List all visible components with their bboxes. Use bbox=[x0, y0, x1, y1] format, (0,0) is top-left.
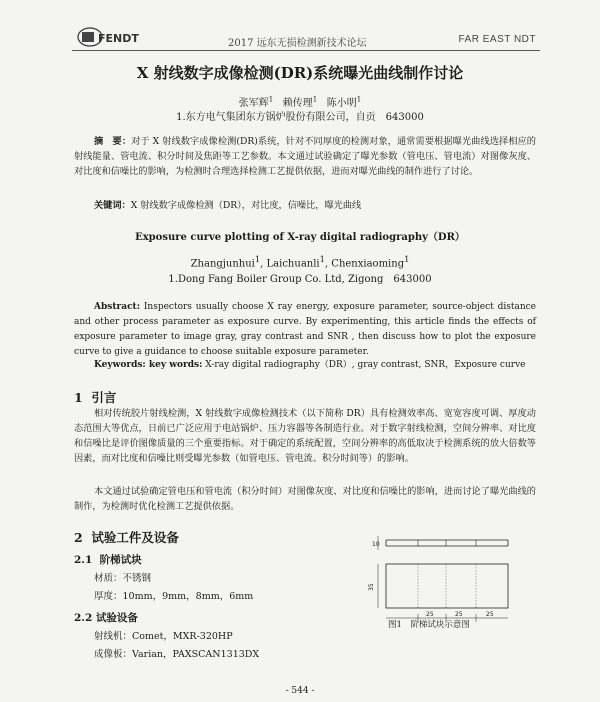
author-sup: 1 bbox=[312, 95, 318, 104]
abstract-cn bbox=[74, 134, 536, 179]
keywords-cn-text: X 射线数字成像检测（DR），对比度，信噪比，曝光曲线 bbox=[130, 200, 362, 211]
author-name: 赖传理 bbox=[282, 98, 313, 109]
detector-line: 成像板：Varian，PAXSCAN1313DX bbox=[94, 649, 260, 660]
author-name-en: Zhangjunhui bbox=[190, 258, 255, 270]
author-list bbox=[0, 94, 600, 109]
page-number: - 544 - bbox=[285, 686, 315, 696]
author-name-en: Laichuanli bbox=[266, 258, 320, 270]
author-sup: 1 bbox=[254, 254, 261, 264]
fendt-logo-icon bbox=[76, 26, 140, 48]
keywords-en bbox=[74, 358, 536, 373]
dim-label: 35 bbox=[368, 583, 375, 591]
journal-title-en: FAR EAST NDT bbox=[458, 34, 536, 45]
material-line: 材质：不锈钢 bbox=[94, 573, 152, 584]
abstract-cn-text: 对于 X 射线数字成像检测(DR)系统，针对不同厚度的检测对象，通常需要根据曝光曲线选择相应的射线能量、管电流、积分时间及焦距等工艺参数。本文通过试验确定了曝光参数（管电压、管电流）对图像灰度、对比度和信噪比的影响，为检测时合理选择检测工艺提供依据，进而对曝光曲线的制作进行了讨论。 bbox=[74, 136, 536, 177]
section-heading-1: 1 引言 bbox=[74, 390, 117, 405]
abstract-en-label: Abstract: bbox=[94, 302, 141, 312]
author-list-en: Zhangjunhui$^1$, Laichuanli$^1$, Chenxiaoming$^1$ bbox=[190, 254, 410, 270]
abstract-en bbox=[74, 300, 536, 360]
keywords-cn-label: 关键词： bbox=[94, 200, 131, 211]
dim-label: 25 bbox=[455, 611, 463, 618]
subsection-heading-2-2: 2.2 试验设备 bbox=[74, 612, 138, 624]
abstract-cn-label: 摘 要： bbox=[94, 136, 132, 147]
thickness-line: 厚度：10mm，9mm，8mm，6mm bbox=[94, 591, 254, 602]
section1-para1: 相对传统胶片射线检测，X 射线数字成像检测技术（以下简称 DR）具有检测效率高、宽宽容度可调、厚度动态范围大等优点，日前已广泛应用于电站锅炉、压力容器等各制造行业。对于数字射线检测，空间分辨率、对比度和信噪比是评价图像质量的三个重要指标。对于确定的系统配置，空间分辨率的高低取决于检测系统的放大倍数等因素，而对比度和信噪比则受曝光参数（如管电压、管电流、积分时间等）的影响。 bbox=[74, 408, 536, 464]
machine-line: 射线机：Comet，MXR-320HP bbox=[94, 631, 233, 642]
dim-label: 25 bbox=[426, 611, 434, 618]
dim-label: 10 bbox=[372, 541, 380, 548]
logo-text: FENDT bbox=[98, 32, 139, 45]
journal-title: 2017 远东无损检测新技术论坛 bbox=[228, 38, 367, 49]
affiliation-en: 1.Dong Fang Boiler Group Co. Ltd, Zigong 643000 bbox=[168, 274, 432, 285]
author-name-en: Chenxiaoming bbox=[331, 258, 405, 270]
paper-title: X 射线数字成像检测(DR)系统曝光曲线制作讨论 bbox=[136, 64, 464, 82]
abstract-en-text: Inspectors usually choose X ray energy, exposure parameter, source-object distance and other process parameter as exposure curve. By experimenting, this article finds the effects of exposure parameter to image gray, gray contrast and SNR , then discuss how to plot the exposure curve to give a guidance to choose suitable exposure parameter. bbox=[74, 302, 536, 357]
author-sup: 1 bbox=[404, 254, 410, 264]
author-sup: 1 bbox=[356, 95, 362, 104]
section1-para2: 本文通过试验确定管电压和管电流（积分时间）对图像灰度、对比度和信噪比的影响，进而讨论了曝光曲线的制作，为检测时优化检测工艺提供依据。 bbox=[74, 486, 536, 512]
author-name: 张军辉 bbox=[238, 98, 269, 109]
author-sup: 1 bbox=[319, 254, 325, 264]
header-rule bbox=[72, 50, 540, 51]
dim-label: 25 bbox=[486, 611, 494, 618]
affiliation: 1.东方电气集团东方锅炉股份有限公司，自贡 643000 bbox=[176, 112, 424, 123]
author-sup: 1 bbox=[268, 95, 274, 104]
figure-caption: 图1 阶梯试块示意图 bbox=[388, 620, 470, 630]
keywords-en-text: X-ray digital radiography（DR）, gray contrast, SNR，Exposure curve bbox=[205, 360, 526, 370]
paper-title-en: Exposure curve plotting of X-ray digital radiography（DR） bbox=[135, 232, 465, 243]
section-heading-2: 2 试验工件及设备 bbox=[74, 530, 179, 545]
subsection-heading-2-1: 2.1 阶梯试块 bbox=[74, 554, 142, 566]
keywords-en-label: Keywords: key words: bbox=[94, 360, 203, 370]
author-name: 陈小明 bbox=[326, 98, 357, 109]
keywords-cn bbox=[74, 198, 536, 213]
